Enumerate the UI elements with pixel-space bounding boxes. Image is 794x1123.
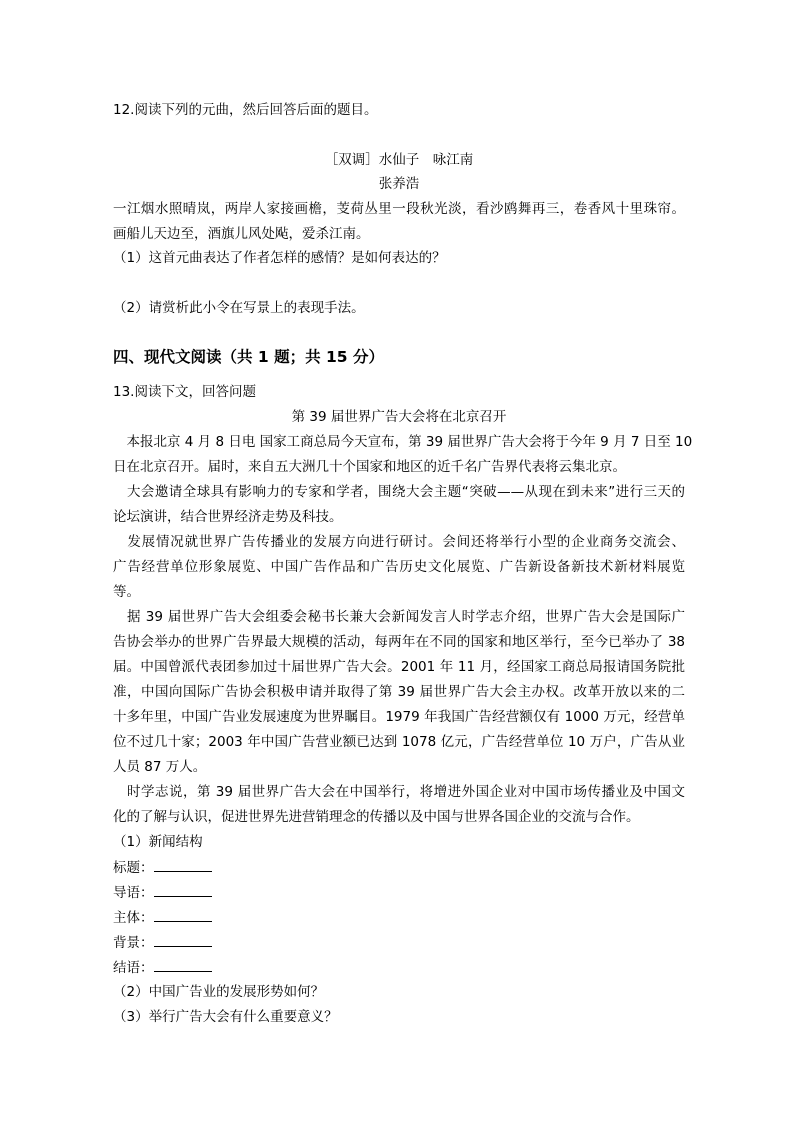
q13-sub-question-1: （1）新闻结构 [113,834,203,850]
structure-label: 导语： [113,885,154,901]
structure-label: 背景： [113,935,154,951]
article-line: 广告经营单位形象展览、中国广告作品和广告历史文化展览、广告新设备新技术新材料展览 [113,559,685,575]
answer-blank[interactable] [154,857,212,872]
answer-blank[interactable] [154,882,212,897]
structure-label: 主体： [113,910,154,926]
article-line: 位不过几十家；2003 年中国广告营业额已达到 1078 亿元，广告经营单位 10 万户，广告从业 [113,734,685,750]
article-line: 发展情况就世界广告传播业的发展方向进行研讨。会间还将举行小型的企业商务交流会、 [113,534,685,550]
structure-row-lead [113,882,685,903]
q12-intro: 12.阅读下列的元曲，然后回答后面的题目。 [113,102,378,118]
poem-line-1: 一江烟水照晴岚，两岸人家接画檐，芰荷丛里一段秋光淡，看沙鸥舞再三，卷香风十里珠帘。 [113,201,685,217]
article-title: 第 39 届世界广告大会将在北京召开 [291,409,507,425]
answer-blank[interactable] [154,907,212,922]
article-line: 据 39 届世界广告大会组委会秘书长兼大会新闻发言人时学志介绍，世界广告大会是国际广 [113,609,685,625]
article-line: 告协会举办的世界广告界最大规模的活动，每两年在不同的国家和地区举行，至今已举办了 38 [113,634,685,650]
section-4-heading: 四、现代文阅读（共 1 题；共 15 分） [113,348,384,366]
article-line: 准，中国向国际广告协会积极申请并取得了第 39 届世界广告大会主办权。改革开放以来的二 [113,684,685,700]
article-line: 大会邀请全球具有影响力的专家和学者，围绕大会主题“突破——从现在到未来”进行三天的 [113,484,685,500]
structure-row-title [113,857,685,878]
q12-sub-question-1: （1）这首元曲表达了作者怎样的感情？是如何表达的？ [113,250,446,266]
article-line: 日在北京召开。届时，来自五大洲几十个国家和地区的近千名广告界代表将云集北京。 [113,459,626,475]
article-line: 化的了解与认识，促进世界先进营销理念的传播以及中国与世界各国企业的交流与合作。 [113,809,640,825]
structure-label: 结语： [113,960,154,976]
article-line: 十多年里，中国广告业发展速度为世界瞩目。1979 年我国广告经营额仅有 1000 万元，经营单 [113,709,685,725]
answer-blank[interactable] [154,957,212,972]
poem-author: 张养浩 [378,176,420,192]
structure-label: 标题： [113,860,154,876]
poem-line-2: 画船儿天边至，酒旗儿风处飐，爱杀江南。 [113,226,370,242]
article-line: 等。 [113,584,140,600]
q13-intro: 13.阅读下文，回答问题 [113,384,256,400]
answer-blank[interactable] [154,932,212,947]
q12-sub-question-2: （2）请赏析此小令在写景上的表现手法。 [113,300,365,316]
q13-sub-question-2: （2）中国广告业的发展形势如何？ [113,984,325,1000]
poem-title: ［双调］水仙子 咏江南 [324,152,474,168]
article-line: 届。中国曾派代表团参加过十届世界广告大会。2001 年 11 月，经国家工商总局报请国务院批 [113,659,685,675]
article-line: 人员 87 万人。 [113,759,207,775]
article-line: 论坛演讲，结合世界经济走势及科技。 [113,509,343,525]
structure-row-body [113,907,685,928]
structure-row-background [113,932,685,953]
structure-row-conclusion [113,957,685,978]
article-line: 本报北京 4 月 8 日电 国家工商总局今天宣布，第 39 届世界广告大会将于今年 9 月 7 日至 10 [113,434,693,450]
article-line: 时学志说，第 39 届世界广告大会在中国举行，将增进外国企业对中国市场传播业及中国文 [113,784,685,800]
q13-sub-question-3: （3）举行广告大会有什么重要意义？ [113,1009,338,1025]
